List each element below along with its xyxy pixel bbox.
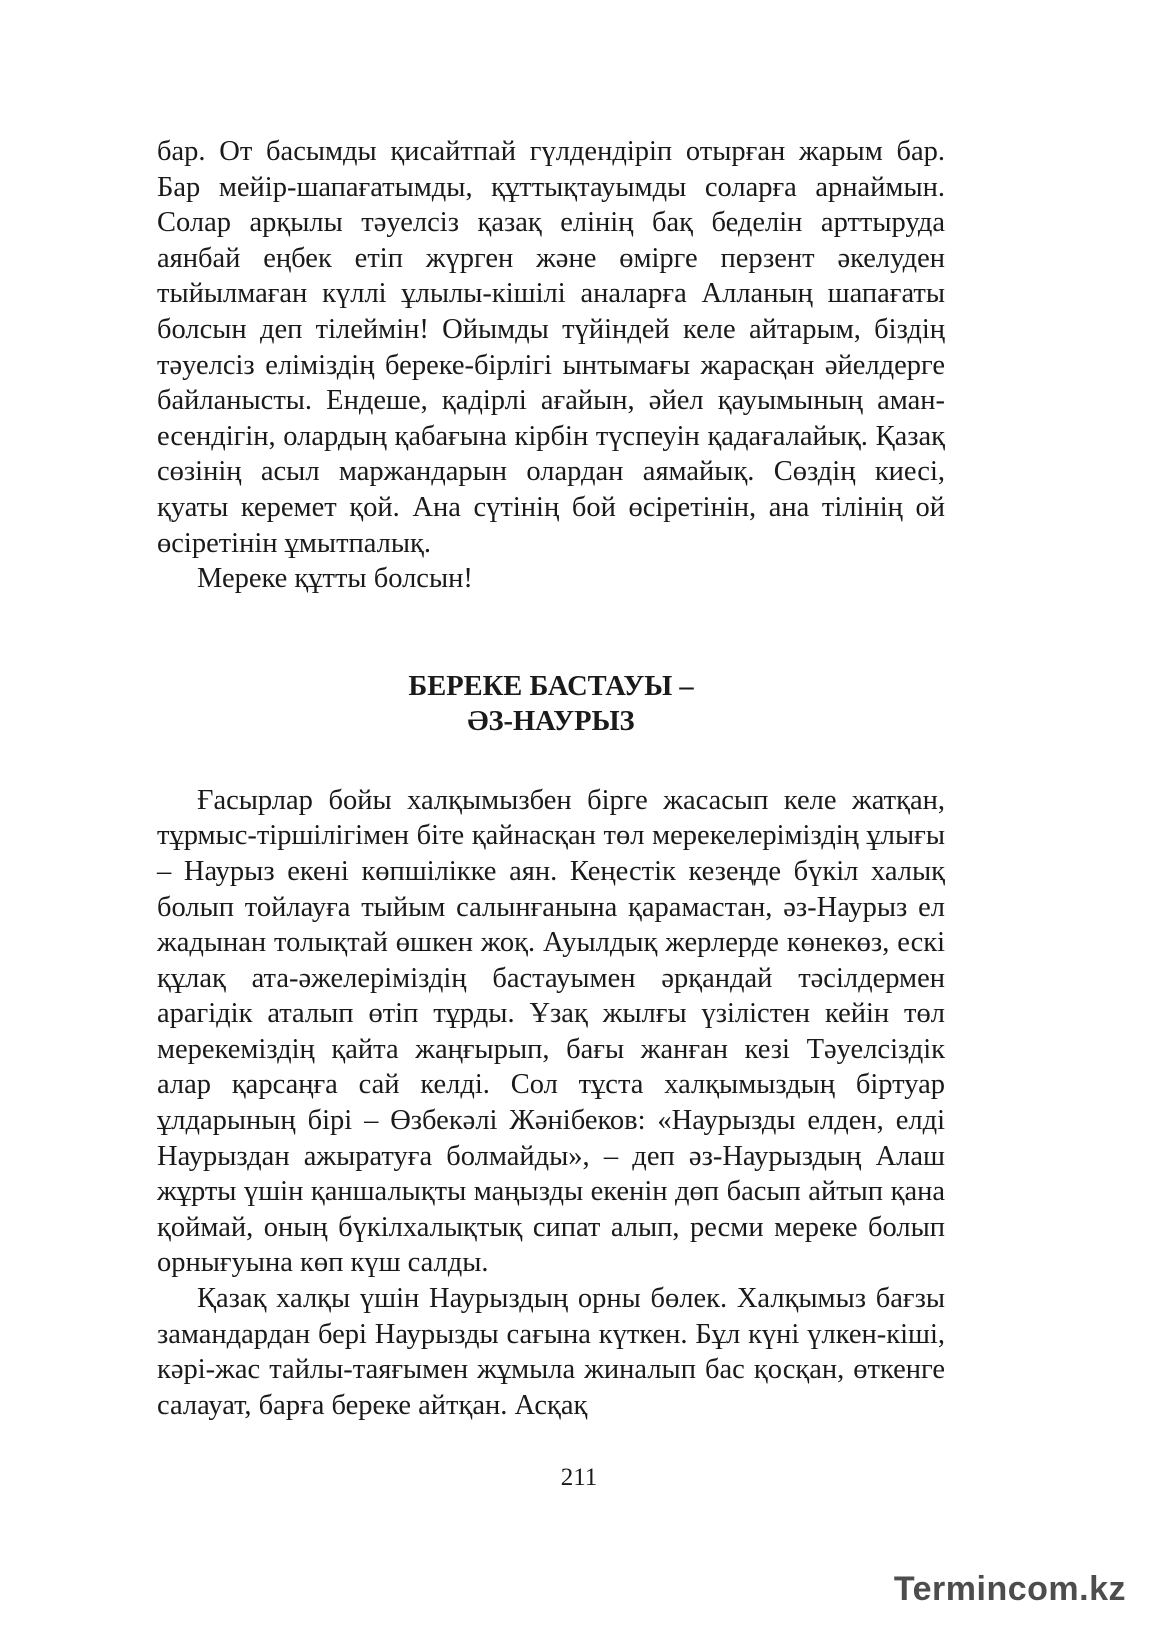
paragraph: Қазақ халқы үшін Наурыздың орны бөлек. Халқымыз бағзы замандардан бері Наурызды сағына күткен. Бұл күні үлкен-кіші, кәрі-жас тайлы-таяғымен жұмыла жиналып бас қосқан, өткенге салауат, барға береке айтқан. Асқақ (157, 1283, 945, 1421)
paragraph: Ғасырлар бойы халқымызбен бірге жасасып келе жатқан, тұрмыс-тіршілігімен біте қайнасқан төл мерекелеріміздің ұлығы – Наурыз екені көпшілікке аян. Кеңестік кезеңде бүкіл халық болып тойлауға тыйым салынғанына қарамастан, әз-Наурыз ел жадынан толықтай өшкен жоқ. Ауылдық жерлерде көнекөз, ескі құлақ ата-әжелеріміздің бастауымен әрқандай тәсілдермен арагідік аталып өтіп тұрды. Ұзақ жылғы үзілістен кейін төл мерекеміздің қайта жаңғырып, бағы жанған кезі Тәуелсіздік алар қарсаңға сай келді. Сол тұста халқымыздың біртуар ұлдарының бірі – Өзбекәлі Жәнібеков: «Наурызды елден, елді Наурыздан ажыратуға болмайды», – деп әз-Наурыздың Алаш жұрты үшін қаншалықты маңызды екенін дөп басып айтып қана қоймай, оның бүкілхалықтық сипат алып, ресми мереке болып орнығуына көп күш салды. (157, 784, 945, 1279)
paragraph: Мереке құтты болсын! (197, 563, 473, 595)
paragraph: бар. От басымды қисайтпай гүлдендіріп отырған жарым бар. Бар мейір-шапағатымды, құттықтауымды соларға арнаймын. Солар арқылы тәуелсіз қазақ елінің бақ беделін арттыруда аянбай еңбек етіп жүрген және өмірге перзент әкелуден тыйылмаған күллі ұлылы-кішілі аналарға Алланың шапағаты болсын деп тілеймін! Ойымды түйіндей келе айтарым, біздің тәуелсіз еліміздің береке-бірлігі ынтымағы жарасқан әйелдерге байланысты. Ендеше, қадірлі ағайын, әйел қауымының аман-есендігін, олардың қабағына кірбін түспеуін қадағалайық. Қазақ сөзінің асыл маржандарын олардан аямайық. Сөздің киесі, қуаты керемет қой. Ана сүтінің бой өсіретінін, ана тілінің ой өсіретінін ұмытпалық. (157, 136, 945, 559)
section-heading (157, 669, 945, 739)
heading-line: ӘЗ-НАУРЫЗ (467, 705, 635, 737)
watermark-logo: Termincom.kz (893, 1570, 1126, 1608)
page-body (157, 134, 945, 1423)
page-number: 211 (560, 1464, 598, 1491)
heading-line: БЕРЕКЕ БАСТАУЫ – (408, 670, 694, 702)
